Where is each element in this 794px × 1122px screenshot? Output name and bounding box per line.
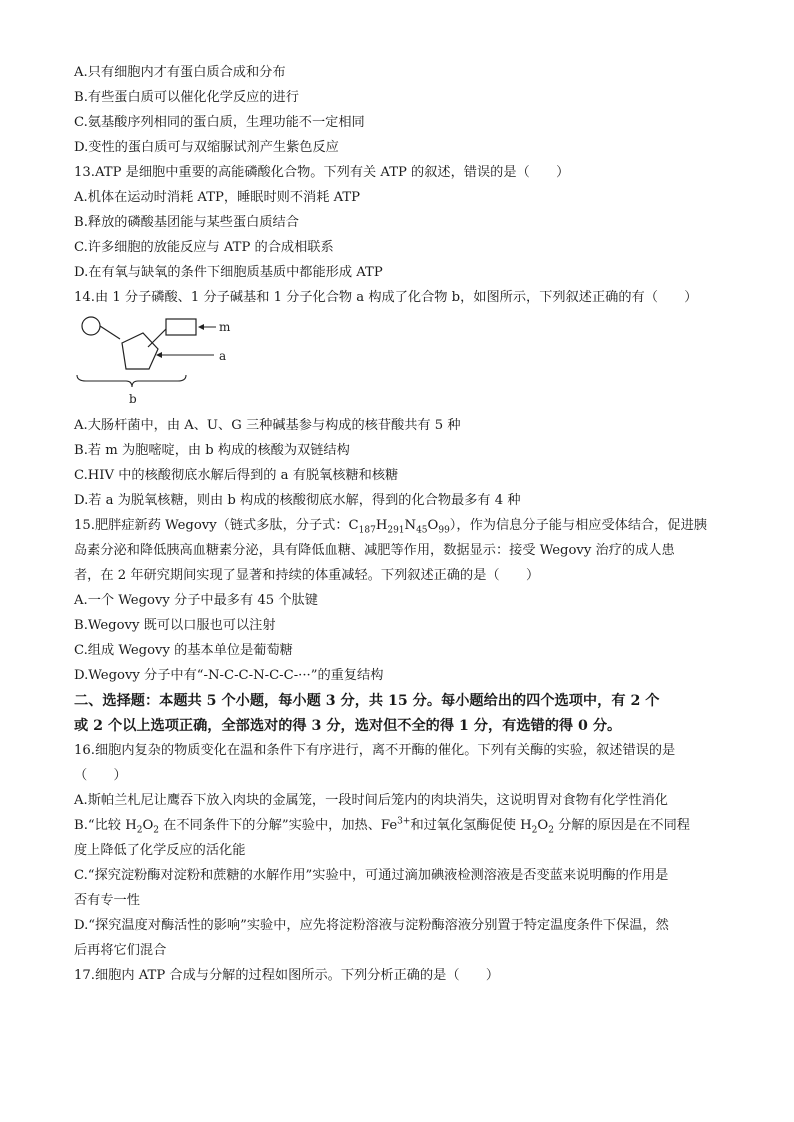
q14-option-d: D.若 a 为脱氧核糖，则由 b 构成的核酸彻底水解，得到的化合物最多有 4 种 — [74, 493, 521, 508]
q16-option-b-line2: 度上降低了化学反应的活化能 — [74, 843, 246, 858]
h2o2-sub-3: 2 — [531, 825, 538, 836]
phosphate-circle — [82, 317, 100, 335]
q13-option-b: B.释放的磷酸基团能与某些蛋白质结合 — [74, 215, 299, 230]
h2o2-sub-1: 2 — [136, 825, 143, 836]
label-b: b — [129, 392, 137, 406]
formula-o: O — [427, 518, 439, 533]
formula-sub-o: 99 — [438, 525, 450, 536]
q12-option-d: D.变性的蛋白质可与双缩脲试剂产生紫色反应 — [74, 140, 339, 155]
q15-option-c: C.组成 Wegovy 的基本单位是葡萄糖 — [74, 643, 293, 658]
q15-option-a: A.一个 Wegovy 分子中最多有 45 个肽键 — [74, 593, 318, 608]
q13-stem: 13.ATP 是细胞中重要的高能磷酸化合物。下列有关 ATP 的叙述，错误的是（ ） — [74, 165, 570, 180]
base-bond — [148, 329, 166, 347]
h2o2-sub-4: 2 — [548, 825, 554, 836]
q16-stem-line2: （ ） — [74, 768, 127, 783]
q14-option-b: B.若 m 为胞嘧啶，由 b 构成的核酸为双链结构 — [74, 443, 350, 458]
q16-stem-line1: 16.细胞内复杂的物质变化在温和条件下有序进行，离不开酶的催化。下列有关酶的实验，叙述错误的是 — [74, 743, 676, 758]
q15-stem-text-b: ），作为信息分子能与相应受体结合，促进胰 — [449, 518, 707, 533]
q17-stem: 17.细胞内 ATP 合成与分解的过程如图所示。下列分析正确的是（ ） — [74, 968, 500, 983]
q16-b-text-3: 在不同条件下的分解”实验中，加热、Fe — [158, 818, 398, 833]
q16-b-text-4: 和过氧化氢酶促使 H — [410, 818, 532, 833]
q12-option-a: A.只有细胞内才有蛋白质合成和分布 — [74, 65, 286, 80]
q12-option-b: B.有些蛋白质可以催化化学反应的进行 — [74, 90, 299, 105]
formula-h: H — [375, 518, 388, 533]
q15-stem-line2: 岛素分泌和降低胰高血糖素分泌，具有降低血糖、减肥等作用，数据显示：接受 Wegovy 治疗的成人患 — [74, 543, 675, 558]
q16-option-b-line1 — [74, 816, 690, 836]
h2o2-sub-2: 2 — [153, 825, 159, 836]
q16-option-a: A.斯帕兰札尼让鹰吞下放入肉块的金属笼，一段时间后笼内的肉块消失，这说明胃对食物有化学性消化 — [74, 793, 668, 808]
fe-charge: 3+ — [397, 816, 411, 827]
nucleotide-diagram — [74, 313, 254, 409]
q16-option-d-line1: D.“探究温度对酶活性的影响”实验中，应先将淀粉溶液与淀粉酶溶液分别置于特定温度条件下保温，然 — [74, 918, 669, 933]
q14-option-c: C.HIV 中的核酸彻底水解后得到的 a 有脱氧核糖和核糖 — [74, 468, 399, 483]
q13-option-c: C.许多细胞的放能反应与 ATP 的合成相联系 — [74, 240, 334, 255]
formula-sub-c: 187 — [358, 525, 376, 536]
q15-option-b: B.Wegovy 既可以口服也可以注射 — [74, 618, 276, 633]
section2-heading-line1: 二、选择题：本题共 5 个小题，每小题 3 分，共 15 分。每小题给出的四个选项中，有 2 个 — [74, 693, 660, 709]
q16-b-text-2: O — [142, 818, 154, 833]
q13-option-d: D.在有氧与缺氧的条件下细胞质基质中都能形成 ATP — [74, 265, 383, 280]
formula-n: N — [404, 518, 417, 533]
formula-sub-n: 45 — [416, 525, 428, 536]
formula-sub-h: 291 — [387, 525, 405, 536]
brace-b — [77, 375, 186, 387]
q16-option-c-line2: 否有专一性 — [74, 893, 140, 908]
q12-option-c: C.氨基酸序列相同的蛋白质，生理功能不一定相同 — [74, 115, 365, 130]
arrow-m-head — [198, 324, 204, 330]
q14-stem: 14.由 1 分子磷酸、1 分子碱基和 1 分子化合物 a 构成了化合物 b，如图所示，下列叙述正确的有（ ） — [74, 290, 698, 305]
label-m: m — [219, 320, 231, 334]
base-rectangle — [166, 319, 196, 335]
phosphate-bond — [100, 326, 120, 339]
q15-stem-line1 — [74, 516, 707, 536]
pentose-ring — [122, 333, 158, 369]
q14-option-a: A.大肠杆菌中，由 A、U、G 三种碱基参与构成的核苷酸共有 5 种 — [74, 418, 461, 433]
q16-b-text-1: B.“比较 H — [74, 818, 137, 833]
q16-b-text-5: O — [537, 818, 549, 833]
label-a: a — [219, 349, 227, 363]
q16-option-c-line1: C.“探究淀粉酶对淀粉和蔗糖的水解作用”实验中，可通过滴加碘液检测溶液是否变蓝来说明酶的作用是 — [74, 868, 669, 883]
q15-stem-line3: 者，在 2 年研究期间实现了显著和持续的体重减轻。下列叙述正确的是（ ） — [74, 568, 540, 583]
q16-option-d-line2: 后再将它们混合 — [74, 943, 167, 958]
section2-heading-line2: 或 2 个以上选项正确，全部选对的得 3 分，选对但不全的得 1 分，有选错的得 0 分。 — [74, 718, 622, 734]
q15-option-d: D.Wegovy 分子中有“-N-C-C-N-C-C-···”的重复结构 — [74, 668, 384, 683]
q13-option-a: A.机体在运动时消耗 ATP，睡眠时则不消耗 ATP — [74, 190, 361, 205]
q15-stem-text-a: 15.肥胖症新药 Wegovy（链式多肽，分子式：C — [74, 518, 359, 533]
q16-b-text-6: 分解的原因是在不同程 — [553, 818, 690, 833]
